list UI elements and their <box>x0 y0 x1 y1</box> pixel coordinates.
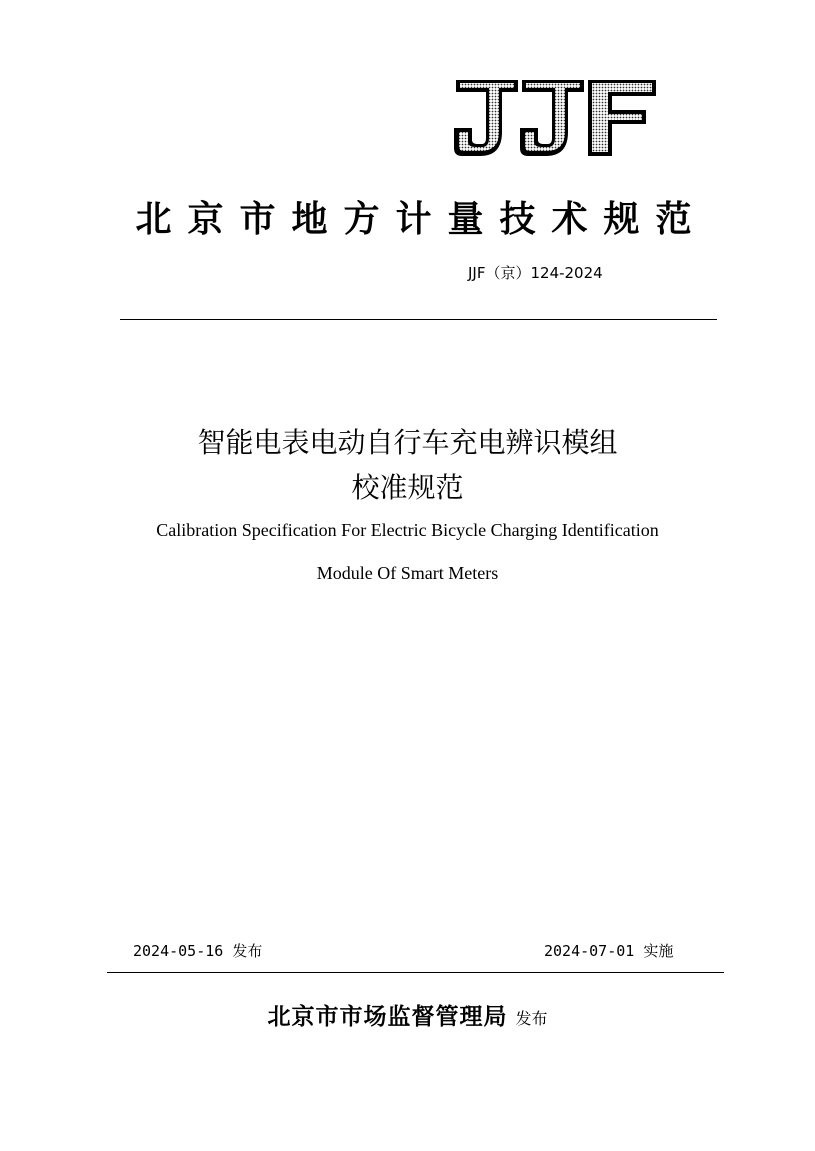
issuer-name: 北京市市场监督管理局 <box>267 1003 508 1030</box>
english-title-line-2: Module Of Smart Meters <box>316 563 499 583</box>
issuer-suffix: 发布 <box>515 1009 548 1028</box>
publish-date: 2024-05-16 发布 <box>133 942 263 960</box>
standard-code: JJF（京）124-2024 <box>468 264 603 282</box>
bottom-divider <box>107 972 724 973</box>
issuer <box>0 1001 815 1035</box>
top-divider <box>120 319 717 320</box>
standard-category: 北京市地方计量技术规范 <box>135 198 708 240</box>
english-title-line-1: Calibration Specification For Electric Bicycle Charging Identification <box>156 520 659 540</box>
implement-date: 2024-07-01 实施 <box>544 942 674 960</box>
jjf-logo <box>452 74 658 160</box>
chinese-title-line-2: 校准规范 <box>351 471 464 504</box>
chinese-title-line-1: 智能电表电动自行车充电辨识模组 <box>197 426 618 459</box>
